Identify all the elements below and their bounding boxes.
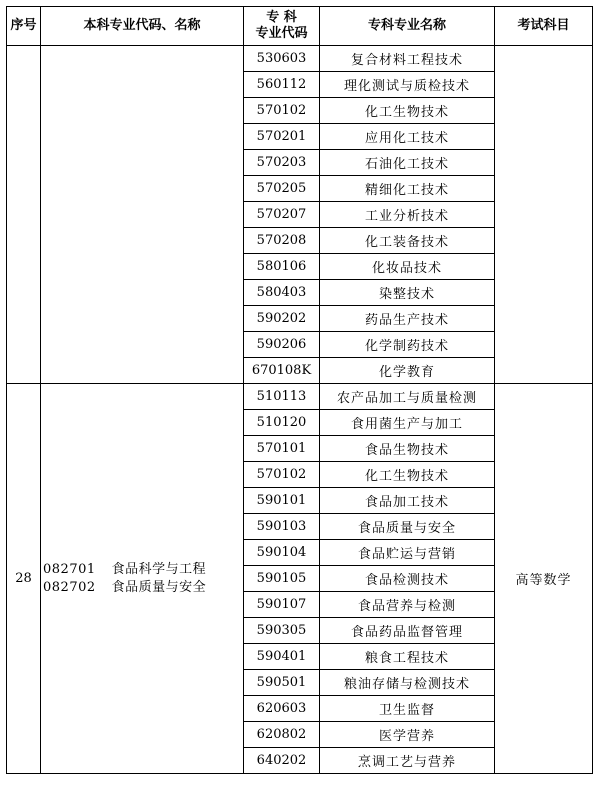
major-name: 食品营养与检测 (320, 592, 495, 618)
header-major-name: 专科专业名称 (320, 7, 495, 46)
major-code: 510113 (244, 384, 320, 410)
major-code: 590107 (244, 592, 320, 618)
group-b (7, 384, 593, 774)
major-name: 粮油存储与检测技术 (320, 670, 495, 696)
major-code: 670108K (244, 358, 320, 384)
major-name: 化妆品技术 (320, 254, 495, 280)
header-code-line1: 专 科 (266, 10, 297, 25)
group-a (7, 46, 593, 384)
major-name: 化工生物技术 (320, 462, 495, 488)
exam-cell (495, 46, 593, 384)
undergrad-name: 食品质量与安全 (111, 579, 207, 595)
header-code-line2: 专业代码 (255, 26, 308, 41)
major-code: 570207 (244, 202, 320, 228)
seq-cell (7, 46, 41, 384)
undergrad-cell (41, 384, 244, 774)
exam-cell: 高等数学 (495, 384, 593, 774)
major-code: 590401 (244, 644, 320, 670)
major-table (6, 6, 593, 774)
major-name: 食品质量与安全 (320, 514, 495, 540)
major-name: 食品药品监督管理 (320, 618, 495, 644)
major-code: 620603 (244, 696, 320, 722)
major-code: 570102 (244, 98, 320, 124)
major-name: 食品检测技术 (320, 566, 495, 592)
table-row (7, 384, 593, 410)
major-code: 590101 (244, 488, 320, 514)
major-code: 570208 (244, 228, 320, 254)
major-code: 640202 (244, 748, 320, 774)
major-code: 580403 (244, 280, 320, 306)
header-code (244, 7, 320, 46)
header-seq: 序号 (7, 7, 41, 46)
major-name: 应用化工技术 (320, 124, 495, 150)
major-name: 精细化工技术 (320, 176, 495, 202)
header-exam: 考试科目 (495, 7, 593, 46)
major-code: 590501 (244, 670, 320, 696)
seq-cell: 28 (7, 384, 41, 774)
header-undergrad: 本科专业代码、名称 (41, 7, 244, 46)
major-code: 590202 (244, 306, 320, 332)
major-code: 620802 (244, 722, 320, 748)
major-code: 570102 (244, 462, 320, 488)
undergrad-entry (43, 579, 243, 597)
major-name: 粮食工程技术 (320, 644, 495, 670)
major-name: 食品生物技术 (320, 436, 495, 462)
major-code: 590104 (244, 540, 320, 566)
major-code: 570205 (244, 176, 320, 202)
undergrad-code: 082701 (43, 561, 96, 577)
major-name: 理化测试与质检技术 (320, 72, 495, 98)
major-code: 590206 (244, 332, 320, 358)
major-name: 卫生监督 (320, 696, 495, 722)
major-name: 烹调工艺与营养 (320, 748, 495, 774)
major-code: 580106 (244, 254, 320, 280)
major-code: 560112 (244, 72, 320, 98)
major-code: 570101 (244, 436, 320, 462)
major-name: 化学制药技术 (320, 332, 495, 358)
major-name: 工业分析技术 (320, 202, 495, 228)
major-name: 化工装备技术 (320, 228, 495, 254)
header-row (7, 7, 593, 46)
undergrad-cell (41, 46, 244, 384)
major-name: 农产品加工与质量检测 (320, 384, 495, 410)
table-row (7, 46, 593, 72)
undergrad-code: 082702 (43, 579, 96, 595)
major-code: 570203 (244, 150, 320, 176)
major-code: 590305 (244, 618, 320, 644)
major-name: 化工生物技术 (320, 98, 495, 124)
major-name: 复合材料工程技术 (320, 46, 495, 72)
major-code: 590103 (244, 514, 320, 540)
major-code: 530603 (244, 46, 320, 72)
major-name: 化学教育 (320, 358, 495, 384)
major-name: 食品加工技术 (320, 488, 495, 514)
major-code: 570201 (244, 124, 320, 150)
major-name: 食用菌生产与加工 (320, 410, 495, 436)
major-name: 石油化工技术 (320, 150, 495, 176)
undergrad-entry (43, 561, 243, 579)
major-name: 食品贮运与营销 (320, 540, 495, 566)
major-name: 药品生产技术 (320, 306, 495, 332)
major-code: 510120 (244, 410, 320, 436)
major-name: 医学营养 (320, 722, 495, 748)
major-code: 590105 (244, 566, 320, 592)
major-name: 染整技术 (320, 280, 495, 306)
undergrad-name: 食品科学与工程 (111, 561, 207, 577)
